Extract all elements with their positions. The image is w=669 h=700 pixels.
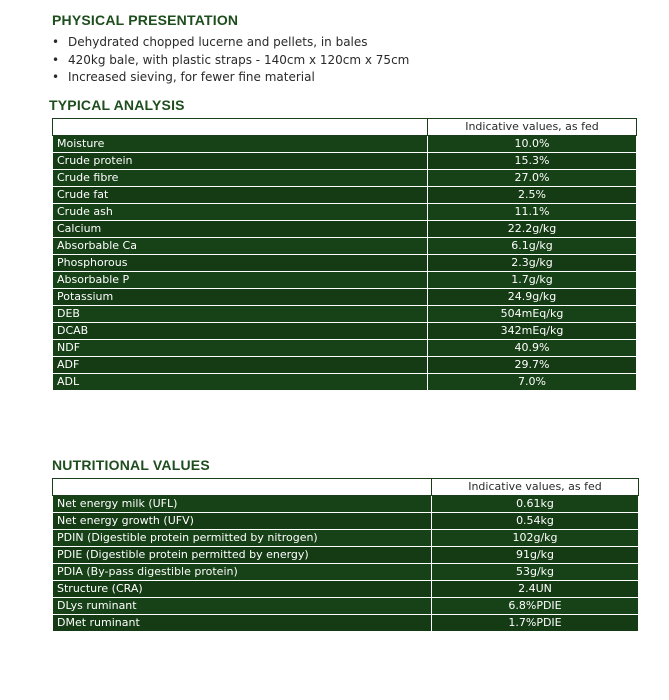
row-label-cell: ADL (53, 374, 428, 391)
row-label-cell: Crude fat (53, 187, 428, 204)
list-item-text: Increased sieving, for fewer fine material (68, 70, 315, 84)
row-label-cell: Calcium (53, 221, 428, 238)
row-value-cell: 11.1% (428, 204, 637, 221)
list-item-text: Dehydrated chopped lucerne and pellets, in bales (68, 35, 368, 49)
row-value-cell: 6.8%PDIE (432, 598, 639, 615)
table-row (53, 357, 637, 374)
row-label-cell: Crude fibre (53, 170, 428, 187)
header-label-cell (53, 119, 428, 136)
table-row (53, 340, 637, 357)
row-value-cell: 29.7% (428, 357, 637, 374)
header-value-cell: Indicative values, as fed (428, 119, 637, 136)
row-value-cell: 7.0% (428, 374, 637, 391)
row-label-cell: NDF (53, 340, 428, 357)
row-value-cell: 504mEq/kg (428, 306, 637, 323)
row-label-cell: Potassium (53, 289, 428, 306)
table-row (53, 598, 639, 615)
bullet-icon: • (52, 35, 60, 49)
table-row (53, 615, 639, 632)
row-label-cell: DLys ruminant (53, 598, 432, 615)
table-row (53, 238, 637, 255)
row-label-cell: PDIN (Digestible protein permitted by nitrogen) (53, 530, 432, 547)
table-row (53, 170, 637, 187)
row-label-cell: ADF (53, 357, 428, 374)
row-value-cell: 91g/kg (432, 547, 639, 564)
row-value-cell: 0.61kg (432, 496, 639, 513)
row-value-cell: 2.4UN (432, 581, 639, 598)
row-label-cell: Moisture (53, 136, 428, 153)
table-row (53, 496, 639, 513)
table-row (53, 581, 639, 598)
row-value-cell: 1.7%PDIE (432, 615, 639, 632)
physical-presentation-title: PHYSICAL PRESENTATION (52, 12, 239, 28)
row-value-cell: 342mEq/kg (428, 323, 637, 340)
row-value-cell: 15.3% (428, 153, 637, 170)
row-value-cell: 6.1g/kg (428, 238, 637, 255)
row-value-cell: 0.54kg (432, 513, 639, 530)
table-row (53, 204, 637, 221)
nutritional-values-title: NUTRITIONAL VALUES (52, 457, 210, 473)
row-label-cell: PDIE (Digestible protein permitted by energy) (53, 547, 432, 564)
row-label-cell: Absorbable Ca (53, 238, 428, 255)
row-label-cell: DMet ruminant (53, 615, 432, 632)
row-value-cell: 1.7g/kg (428, 272, 637, 289)
table-row (53, 221, 637, 238)
row-value-cell: 40.9% (428, 340, 637, 357)
row-value-cell: 22.2g/kg (428, 221, 637, 238)
physical-presentation-list (52, 34, 409, 87)
typical-analysis-title: TYPICAL ANALYSIS (49, 97, 185, 113)
row-label-cell: Structure (CRA) (53, 581, 432, 598)
row-label-cell: Absorbable P (53, 272, 428, 289)
row-label-cell: DEB (53, 306, 428, 323)
table-header-row (53, 479, 639, 496)
bullet-icon: • (52, 70, 60, 84)
table-row (53, 272, 637, 289)
row-label-cell: PDIA (By-pass digestible protein) (53, 564, 432, 581)
table-row (53, 513, 639, 530)
table-row (53, 547, 639, 564)
list-item (52, 52, 409, 70)
table-row (53, 255, 637, 272)
list-item (52, 34, 409, 52)
list-item-text: 420kg bale, with plastic straps - 140cm x 120cm x 75cm (68, 52, 410, 67)
row-value-cell: 27.0% (428, 170, 637, 187)
row-label-cell: Crude ash (53, 204, 428, 221)
bullet-icon: • (52, 52, 60, 67)
table-row (53, 530, 639, 547)
header-label-cell (53, 479, 432, 496)
row-value-cell: 2.5% (428, 187, 637, 204)
table-row (53, 153, 637, 170)
row-value-cell: 2.3g/kg (428, 255, 637, 272)
table-row (53, 564, 639, 581)
row-value-cell: 53g/kg (432, 564, 639, 581)
table-header-row (53, 119, 637, 136)
row-value-cell: 10.0% (428, 136, 637, 153)
table-row (53, 187, 637, 204)
header-value-cell: Indicative values, as fed (432, 479, 639, 496)
table-row (53, 323, 637, 340)
nutritional-values-table (52, 478, 639, 632)
table-row (53, 136, 637, 153)
row-label-cell: Net energy growth (UFV) (53, 513, 432, 530)
row-label-cell: Crude protein (53, 153, 428, 170)
row-label-cell: Phosphorous (53, 255, 428, 272)
row-label-cell: Net energy milk (UFL) (53, 496, 432, 513)
table-row (53, 289, 637, 306)
row-value-cell: 102g/kg (432, 530, 639, 547)
row-label-cell: DCAB (53, 323, 428, 340)
table-row (53, 374, 637, 391)
table-row (53, 306, 637, 323)
typical-analysis-table (52, 118, 637, 391)
list-item (52, 69, 409, 87)
row-value-cell: 24.9g/kg (428, 289, 637, 306)
